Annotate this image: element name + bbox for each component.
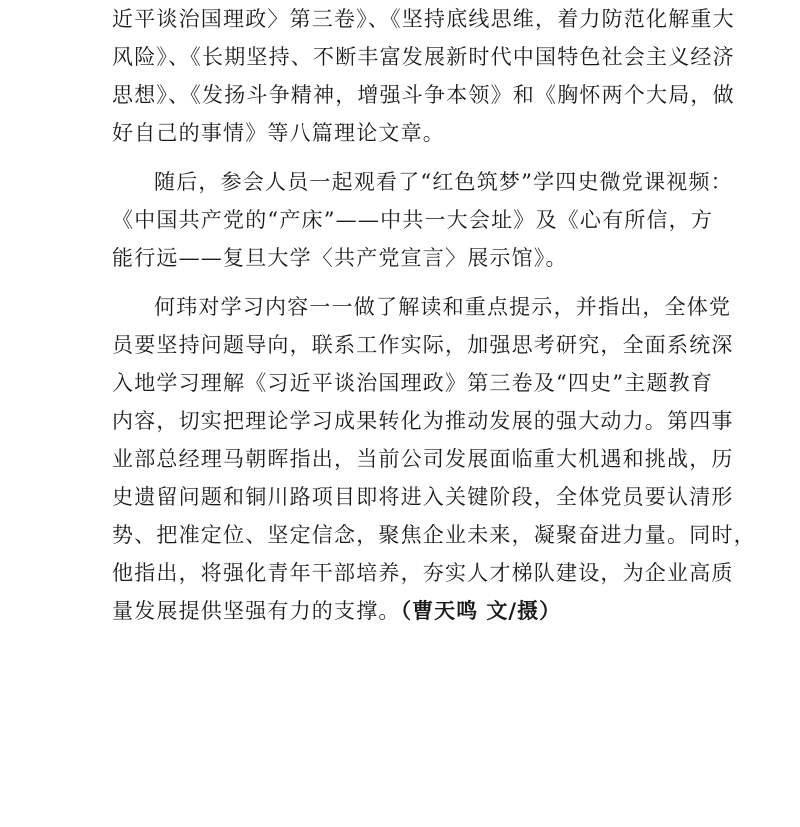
text-line: 业部总经理马朝晖指出，当前公司发展面临重大机遇和挑战，历 (112, 447, 734, 471)
text-line: 员要坚持问题导向，联系工作实际，加强思考研究，全面系统深 (112, 333, 734, 357)
text-line: 史遗留问题和铜川路项目即将进入关键阶段，全体党员要认清形 (112, 485, 734, 509)
text-line: 他指出，将强化青年干部培养，夯实人才梯队建设，为企业高质 (112, 561, 734, 585)
text-line: 入地学习理解《习近平谈治国理政》第三卷及“四史”主题教育 (112, 371, 714, 395)
text-line-final (112, 592, 702, 630)
text-line: 内容，切实把理论学习成果转化为推动发展的强大动力。第四事 (112, 409, 734, 433)
text-line: 势、把准定位、坚定信念，聚焦企业未来，凝聚奋进力量。同时， (112, 523, 756, 547)
text-line: 《中国共产党的“产床”——中共一大会址》及《心有所信，方 (112, 208, 714, 232)
byline: （曹天鸣 文/摄） (400, 599, 562, 623)
text-line: 风险》、《长期坚持、不断丰富发展新时代中国特色社会主义经济 (112, 45, 735, 69)
text-line: 近平谈治国理政〉第三卷》、《坚持底线思维，着力防范化解重大 (112, 7, 735, 31)
text-line: 思想》、《发扬斗争精神，增强斗争本领》和《胸怀两个大局，做 (112, 83, 735, 107)
text-line: 量发展提供坚强有力的支撑。 (112, 599, 401, 623)
text-line: 能行远——复旦大学〈共产党宣言〉展示馆》。 (112, 246, 568, 270)
text-line: 随后，参会人员一起观看了“红色筑梦”学四史微党课视频： (154, 170, 733, 194)
text-line: 好自己的事情》等八篇理论文章。 (112, 121, 445, 145)
text-line: 何玮对学习内容一一做了解读和重点提示，并指出，全体党 (154, 295, 732, 319)
